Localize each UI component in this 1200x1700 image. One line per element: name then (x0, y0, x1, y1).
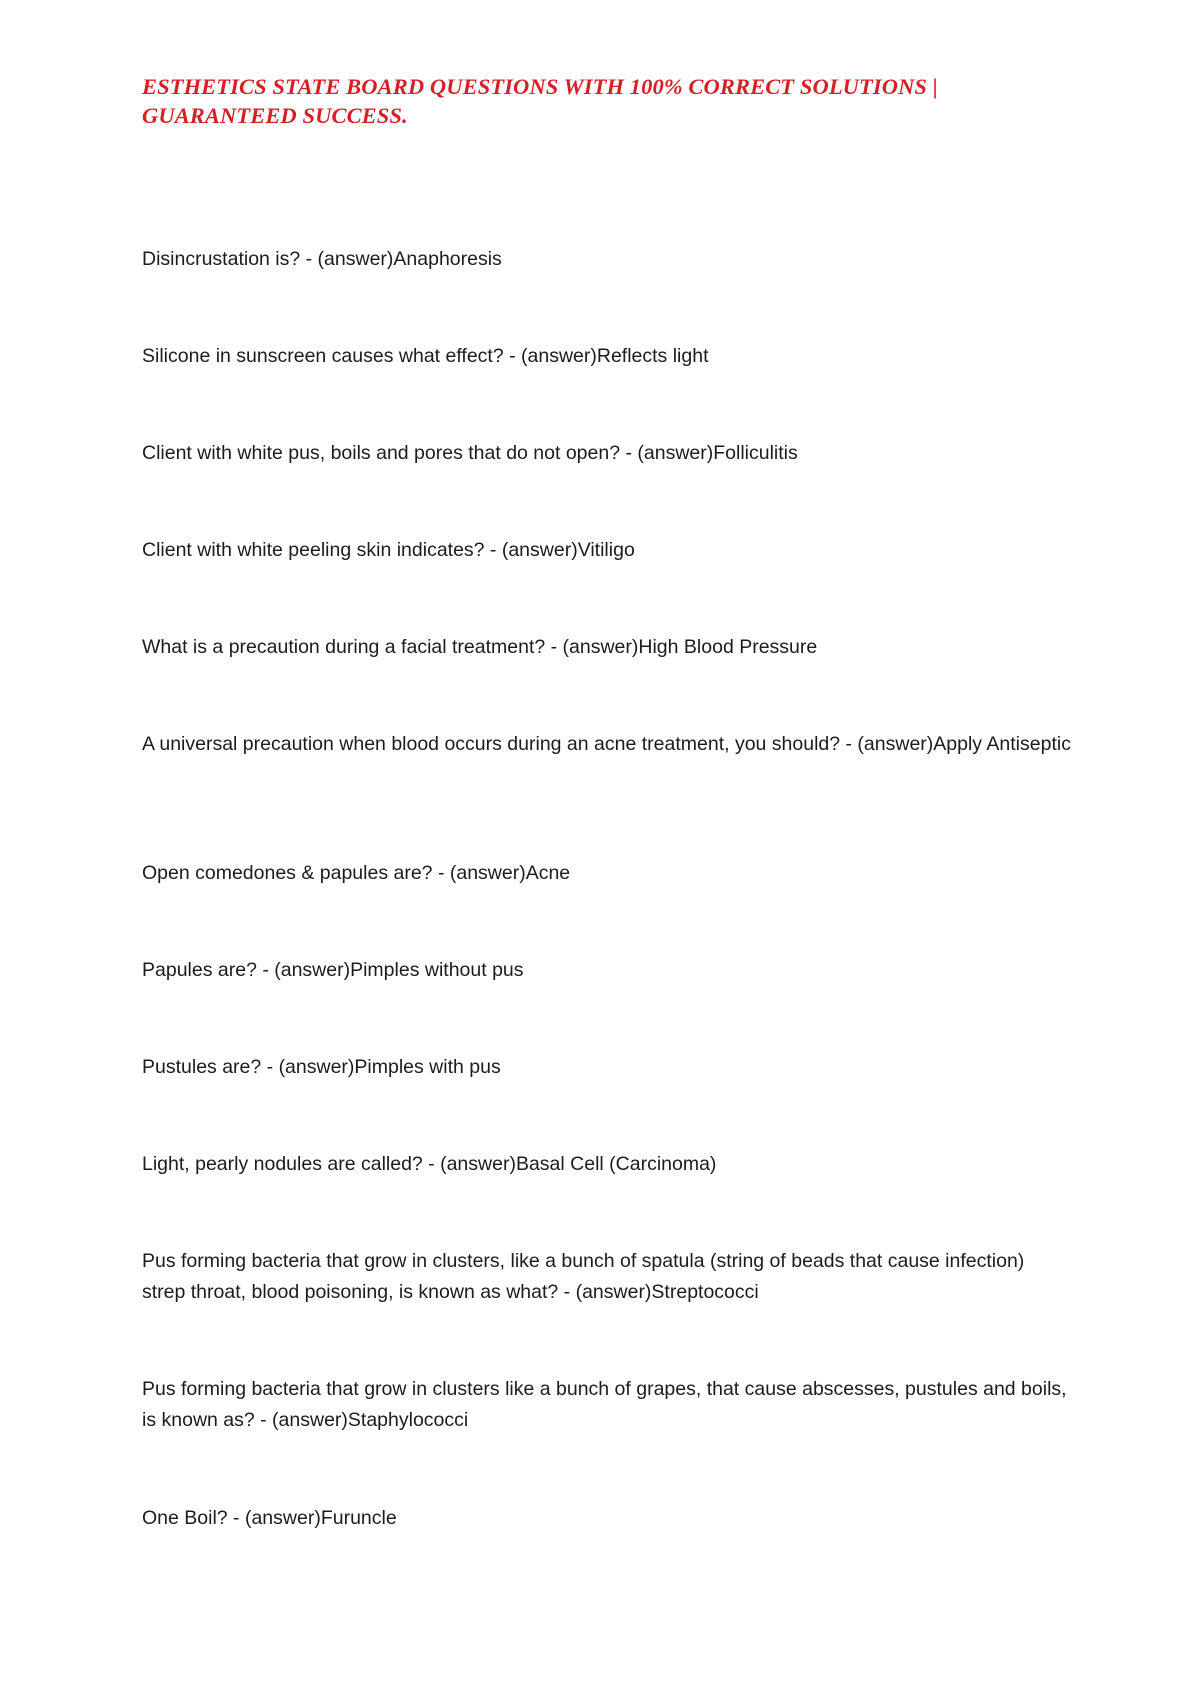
question-item: One Boil? - (answer)Furuncle (142, 1507, 397, 1529)
question-item: What is a precaution during a facial treatment? - (answer)High Blood Pressure (142, 636, 818, 658)
question-item: Disincrustation is? - (answer)Anaphoresis (142, 248, 502, 270)
document-title: ESTHETICS STATE BOARD QUESTIONS WITH 100% CORRECT SOLUTIONS | GUARANTEED SUCCESS. (142, 74, 938, 128)
question-item: Pus forming bacteria that grow in clusters, like a bunch of spatula (string of beads that cause infection) strep throat, blood poisoning, is known as what? - (answer)Streptococci (142, 1250, 1025, 1303)
question-item: Light, pearly nodules are called? - (answer)Basal Cell (Carcinoma) (142, 1153, 717, 1175)
question-item: Pustules are? - (answer)Pimples with pus (142, 1056, 501, 1078)
question-item: Papules are? - (answer)Pimples without pus (142, 959, 524, 981)
question-item: A universal precaution when blood occurs during an acne treatment, you should? - (answer)Apply Antiseptic (142, 733, 1071, 755)
question-item: Client with white pus, boils and pores that do not open? - (answer)Folliculitis (142, 442, 798, 464)
question-item: Pus forming bacteria that grow in clusters like a bunch of grapes, that cause abscesses, pustules and boils, is known as? - (answer)Staphylococci (142, 1378, 1067, 1431)
question-item: Silicone in sunscreen causes what effect? - (answer)Reflects light (142, 345, 709, 367)
question-item: Open comedones & papules are? - (answer)Acne (142, 862, 571, 884)
question-item: Client with white peeling skin indicates? - (answer)Vitiligo (142, 539, 635, 561)
